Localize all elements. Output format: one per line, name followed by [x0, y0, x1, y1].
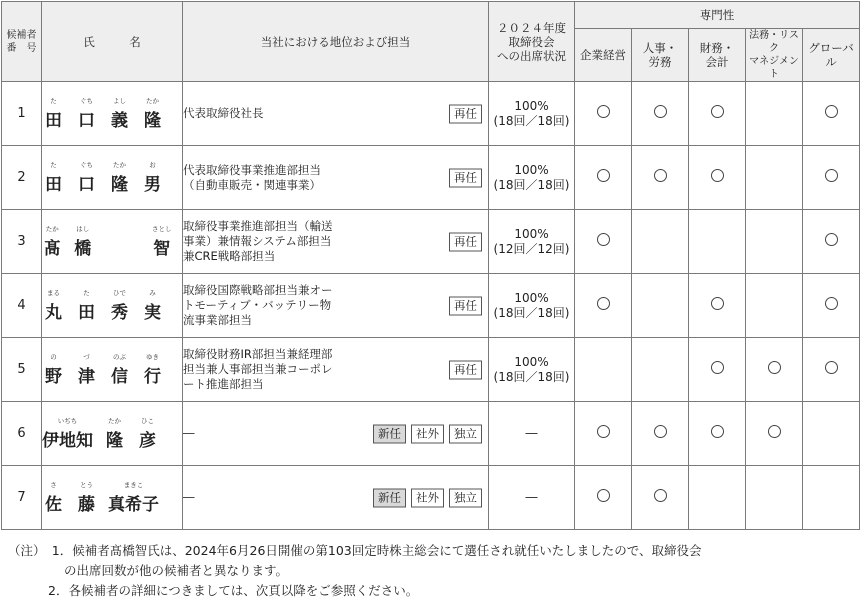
- header-expertise: 専門性: [575, 2, 860, 29]
- reappoint-badge: 再任: [449, 104, 482, 123]
- expertise-legal-risk-cell: [746, 82, 803, 146]
- circle-mark-icon: [711, 169, 724, 182]
- expertise-finance-cell: [689, 402, 746, 466]
- expertise-global-cell: [803, 338, 860, 402]
- candidate-row: [2, 146, 860, 210]
- expertise-finance-cell: [689, 466, 746, 530]
- header-expertise-hr: 人事・ 労務: [632, 29, 689, 82]
- name-kanji: 口: [78, 174, 95, 195]
- candidate-row: [2, 274, 860, 338]
- name-ruby: たか: [146, 96, 159, 105]
- expertise-legal-risk-cell: [746, 466, 803, 530]
- candidate-number: 2: [2, 146, 42, 210]
- circle-mark-icon: [654, 489, 667, 502]
- name-char: [108, 353, 131, 387]
- name-char: [42, 289, 65, 323]
- name-kanji: 信: [111, 366, 128, 387]
- badge-group: [449, 104, 482, 123]
- name-char: [152, 225, 173, 259]
- circle-mark-icon: [711, 425, 724, 438]
- name-char: [42, 225, 63, 259]
- attendance-cell: [489, 274, 575, 338]
- circle-mark-icon: [597, 169, 610, 182]
- name-kanji: 佐: [45, 494, 62, 515]
- expertise-legal-risk-cell: [746, 210, 803, 274]
- circle-mark-icon: [825, 233, 838, 246]
- name-ruby: たか: [113, 160, 126, 169]
- name-ruby: さとし: [152, 224, 172, 233]
- name-ruby: たか: [45, 224, 59, 233]
- expertise-hr-cell: [632, 146, 689, 210]
- circle-mark-icon: [597, 233, 610, 246]
- circle-mark-icon: [768, 425, 781, 438]
- position-text: 代表取締役事業推進部担当（自動車販売・関連事業）: [183, 162, 321, 192]
- candidate-position: [183, 146, 489, 210]
- attendance-cell: [489, 82, 575, 146]
- circle-mark-icon: [825, 361, 838, 374]
- expertise-management-cell: [575, 274, 632, 338]
- candidate-name: [42, 82, 183, 146]
- name-char: [141, 97, 164, 131]
- badge-group: [373, 488, 482, 507]
- candidate-row: [2, 338, 860, 402]
- name-char: [103, 417, 126, 451]
- expertise-management-cell: [575, 82, 632, 146]
- badge-group: [449, 360, 482, 379]
- name-ruby: づ: [83, 352, 90, 361]
- name-ruby: お: [149, 160, 156, 169]
- name-char: [141, 353, 164, 387]
- name-kanji: 智: [153, 238, 171, 259]
- position-text: ―: [183, 490, 195, 504]
- header-name: 氏 名: [42, 2, 183, 82]
- expertise-global-cell: [803, 210, 860, 274]
- expertise-hr-cell: [632, 82, 689, 146]
- expertise-global-cell: [803, 274, 860, 338]
- attendance-text: ―: [525, 490, 538, 504]
- name-kanji: 田: [45, 174, 62, 195]
- name-kanji: 野: [45, 366, 62, 387]
- expertise-finance-cell: [689, 274, 746, 338]
- name-ruby: とう: [80, 480, 93, 489]
- circle-mark-icon: [654, 105, 667, 118]
- attendance-text: 100%: [514, 226, 549, 241]
- name-ruby: ひこ: [141, 416, 154, 425]
- candidate-number: 6: [2, 402, 42, 466]
- expertise-global-cell: [803, 402, 860, 466]
- header-row: [2, 2, 860, 29]
- name-char: [42, 353, 65, 387]
- expertise-hr-cell: [632, 402, 689, 466]
- attendance-cell: [489, 466, 575, 530]
- candidate-position: [183, 402, 489, 466]
- position-text: ―: [183, 426, 195, 440]
- name-ruby: たか: [108, 416, 121, 425]
- name-kanji: 伊地知: [42, 430, 93, 451]
- name-kanji: 義: [111, 110, 128, 131]
- candidate-name: [42, 402, 183, 466]
- name-kanji: 口: [78, 110, 95, 131]
- candidate-position: [183, 210, 489, 274]
- header-position: 当社における地位および担当: [183, 2, 489, 82]
- name-kanji: 丸: [45, 302, 62, 323]
- candidate-number: 4: [2, 274, 42, 338]
- name-ruby: まる: [47, 288, 60, 297]
- circle-mark-icon: [711, 105, 724, 118]
- expertise-finance-cell: [689, 338, 746, 402]
- name-kanji: 田: [78, 302, 95, 323]
- independent-badge: 独立: [449, 488, 482, 507]
- expertise-global-cell: [803, 82, 860, 146]
- expertise-hr-cell: [632, 274, 689, 338]
- name-ruby: まきこ: [123, 480, 144, 489]
- attendance-text: (18回／18回): [493, 113, 570, 128]
- circle-mark-icon: [597, 105, 610, 118]
- name-kanji: 隆: [144, 110, 161, 131]
- name-ruby: の: [50, 352, 57, 361]
- name-ruby: た: [83, 288, 90, 297]
- name-char: [75, 481, 98, 515]
- name-ruby: ぐち: [80, 96, 93, 105]
- notes: [0, 541, 702, 601]
- position-text: 代表取締役社長: [183, 106, 264, 120]
- name-char: [108, 481, 159, 515]
- badge-group: [373, 424, 482, 443]
- name-kanji: 真希子: [108, 494, 159, 515]
- badge-group: [449, 296, 482, 315]
- circle-mark-icon: [711, 361, 724, 374]
- name-kanji: 隆: [111, 174, 128, 195]
- attendance-text: (18回／18回): [493, 369, 570, 384]
- expertise-finance-cell: [689, 146, 746, 210]
- name-char: [75, 353, 98, 387]
- name-ruby: た: [50, 160, 57, 169]
- candidate-name: [42, 146, 183, 210]
- attendance-text: 100%: [514, 98, 549, 113]
- name-char: [75, 97, 98, 131]
- outside-badge: 社外: [411, 424, 444, 443]
- circle-mark-icon: [597, 489, 610, 502]
- name-kanji: 橋: [74, 238, 92, 259]
- position-text: 取締役財務IR部担当兼経理部担当兼人事部担当兼コーポレート推進部担当: [183, 347, 333, 391]
- expertise-hr-cell: [632, 210, 689, 274]
- note-1: （注） 1．候補者髙橋智氏は、2024年6月26日開催の第103回定時株主総会にて選任され就任いたしましたので、取締役会: [8, 543, 702, 558]
- circle-mark-icon: [597, 425, 610, 438]
- name-char: [42, 481, 65, 515]
- name-kanji: 田: [45, 110, 62, 131]
- name-char: [73, 225, 94, 259]
- name-char: [42, 97, 65, 131]
- attendance-text: 100%: [514, 290, 549, 305]
- name-ruby: た: [50, 96, 57, 105]
- candidate-row: [2, 466, 860, 530]
- expertise-management-cell: [575, 402, 632, 466]
- name-ruby: いぢち: [57, 416, 78, 425]
- candidate-number: 1: [2, 82, 42, 146]
- expertise-legal-risk-cell: [746, 274, 803, 338]
- circle-mark-icon: [825, 105, 838, 118]
- candidate-row: [2, 210, 860, 274]
- name-kanji: 行: [144, 366, 161, 387]
- candidate-position: [183, 82, 489, 146]
- attendance-text: (18回／18回): [493, 177, 570, 192]
- name-ruby: ゆき: [146, 352, 159, 361]
- header-attendance: ２０２４年度 取締役会 への出席状況: [489, 2, 575, 82]
- outside-badge: 社外: [411, 488, 444, 507]
- name-char: [42, 417, 93, 451]
- name-kanji: 実: [144, 302, 161, 323]
- expertise-global-cell: [803, 466, 860, 530]
- name-char: [141, 161, 164, 195]
- candidate-name: [42, 466, 183, 530]
- note-1-cont: の出席回数が他の候補者と異なります。: [64, 563, 289, 578]
- name-char: [75, 161, 98, 195]
- name-kanji: 彦: [139, 430, 156, 451]
- candidate-position: [183, 274, 489, 338]
- attendance-cell: [489, 210, 575, 274]
- attendance-text: (12回／12回): [493, 241, 570, 256]
- badge-group: [449, 232, 482, 251]
- header-expertise-finance: 財務・ 会計: [689, 29, 746, 82]
- position-text: 取締役事業推進部担当（輸送事業）兼情報システム部担当兼CRE戦略部担当: [183, 219, 333, 263]
- name-char: [141, 289, 164, 323]
- candidate-position: [183, 466, 489, 530]
- expertise-global-cell: [803, 146, 860, 210]
- attendance-text: 100%: [514, 162, 549, 177]
- name-char: [108, 289, 131, 323]
- circle-mark-icon: [654, 169, 667, 182]
- name-ruby: のぶ: [113, 352, 126, 361]
- candidate-position: [183, 338, 489, 402]
- candidate-number: 3: [2, 210, 42, 274]
- circle-mark-icon: [654, 425, 667, 438]
- expertise-management-cell: [575, 210, 632, 274]
- name-ruby: はし: [76, 224, 90, 233]
- expertise-legal-risk-cell: [746, 402, 803, 466]
- header-expertise-global: グローバル: [803, 29, 860, 82]
- name-kanji: 藤: [78, 494, 95, 515]
- expertise-management-cell: [575, 146, 632, 210]
- reappoint-badge: 再任: [449, 232, 482, 251]
- candidate-row: [2, 82, 860, 146]
- new-badge: 新任: [373, 424, 406, 443]
- name-ruby: よし: [113, 96, 126, 105]
- candidate-row: [2, 402, 860, 466]
- expertise-finance-cell: [689, 210, 746, 274]
- candidate-number: 5: [2, 338, 42, 402]
- name-kanji: 隆: [106, 430, 123, 451]
- name-char: [108, 97, 131, 131]
- attendance-text: 100%: [514, 354, 549, 369]
- name-ruby: ひで: [113, 288, 126, 297]
- circle-mark-icon: [768, 361, 781, 374]
- header-expertise-legal-risk: 法務・リスク マネジメント: [746, 29, 803, 82]
- reappoint-badge: 再任: [449, 296, 482, 315]
- name-kanji: 男: [144, 174, 161, 195]
- name-char: [42, 161, 65, 195]
- expertise-legal-risk-cell: [746, 146, 803, 210]
- circle-mark-icon: [825, 297, 838, 310]
- attendance-cell: [489, 402, 575, 466]
- attendance-text: (18回／18回): [493, 305, 570, 320]
- name-ruby: み: [149, 288, 156, 297]
- reappoint-badge: 再任: [449, 360, 482, 379]
- note-2: 2．各候補者の詳細につきましては、次頁以降をご参照ください。: [48, 583, 419, 598]
- reappoint-badge: 再任: [449, 168, 482, 187]
- expertise-legal-risk-cell: [746, 338, 803, 402]
- expertise-hr-cell: [632, 338, 689, 402]
- attendance-text: ―: [525, 426, 538, 440]
- candidate-name: [42, 210, 183, 274]
- position-text: 取締役国際戦略部担当兼オートモーティブ・バッテリー物流事業部担当: [183, 283, 333, 327]
- candidate-name: [42, 274, 183, 338]
- expertise-hr-cell: [632, 466, 689, 530]
- name-char: [108, 161, 131, 195]
- expertise-management-cell: [575, 466, 632, 530]
- circle-mark-icon: [711, 297, 724, 310]
- name-ruby: ぐち: [80, 160, 93, 169]
- name-kanji: 秀: [111, 302, 128, 323]
- name-char: [75, 289, 98, 323]
- name-kanji: 髙: [43, 238, 61, 259]
- attendance-cell: [489, 338, 575, 402]
- expertise-finance-cell: [689, 82, 746, 146]
- name-char: [136, 417, 159, 451]
- new-badge: 新任: [373, 488, 406, 507]
- name-kanji: 津: [78, 366, 95, 387]
- header-candidate-no: 候補者 番 号: [2, 2, 42, 82]
- circle-mark-icon: [825, 169, 838, 182]
- header-expertise-management: 企業経営: [575, 29, 632, 82]
- circle-mark-icon: [597, 297, 610, 310]
- badge-group: [449, 168, 482, 187]
- candidate-table: [1, 1, 860, 530]
- candidate-number: 7: [2, 466, 42, 530]
- independent-badge: 独立: [449, 424, 482, 443]
- name-char: [103, 250, 124, 259]
- expertise-management-cell: [575, 338, 632, 402]
- attendance-cell: [489, 146, 575, 210]
- candidate-name: [42, 338, 183, 402]
- name-ruby: さ: [50, 480, 57, 489]
